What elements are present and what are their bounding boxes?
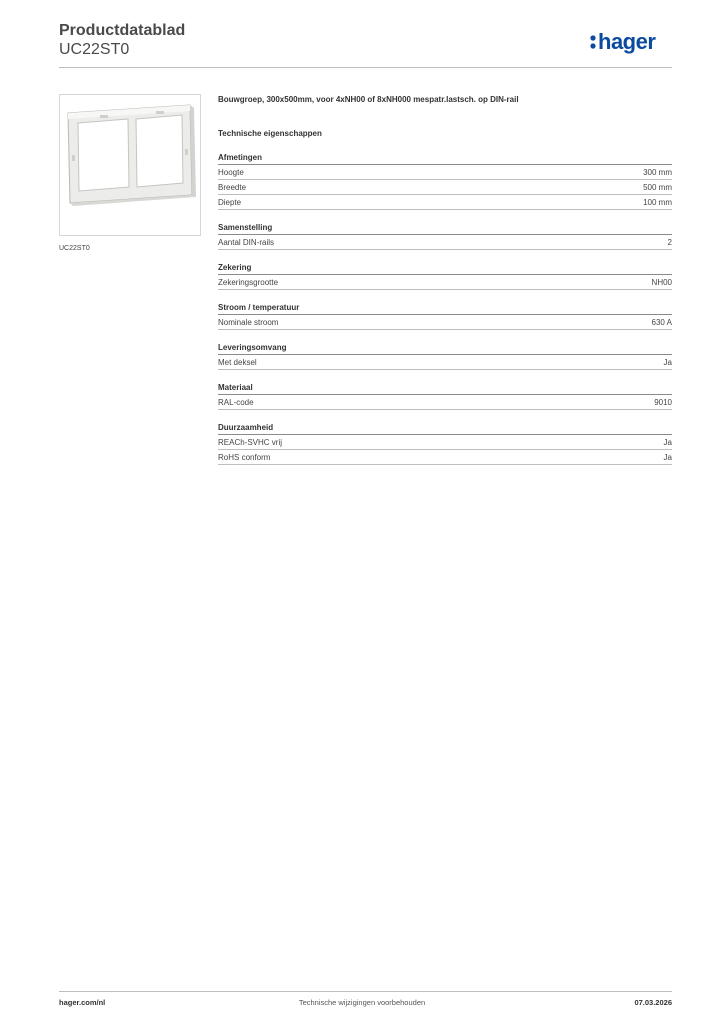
spec-value: Ja <box>663 358 672 367</box>
spec-section <box>218 262 672 290</box>
spec-value: 630 A <box>651 318 672 327</box>
spec-label: REACh-SVHC vrij <box>218 438 283 447</box>
footer-divider <box>59 991 672 992</box>
hager-logo-icon <box>590 28 676 56</box>
hager-logo <box>590 28 676 56</box>
spec-label: RoHS conform <box>218 453 271 462</box>
spec-row <box>218 165 672 180</box>
spec-label: Zekeringsgrootte <box>218 278 279 287</box>
spec-section <box>218 342 672 370</box>
logo-text: hager <box>598 29 656 54</box>
spec-label: Nominale stroom <box>218 318 279 327</box>
spec-section <box>218 382 672 410</box>
section-title: Samenstelling <box>218 222 672 235</box>
section-title: Zekering <box>218 262 672 275</box>
spec-section <box>218 222 672 250</box>
spec-value: 100 mm <box>643 198 672 207</box>
spec-row <box>218 315 672 330</box>
spec-row <box>218 355 672 370</box>
section-title: Afmetingen <box>218 152 672 165</box>
spec-value: 2 <box>667 238 672 247</box>
document-title: Productdatablad <box>59 22 186 39</box>
spec-row <box>218 395 672 410</box>
product-details <box>218 94 672 465</box>
spec-section <box>218 302 672 330</box>
product-description: Bouwgroep, 300x500mm, voor 4xNH00 of 8xNH000 mespatr.lastsch. op DIN-rail <box>218 95 519 104</box>
spec-row <box>218 180 672 195</box>
footer-notice: Technische wijzigingen voorbehouden <box>298 998 426 1007</box>
spec-label: Met deksel <box>218 358 257 367</box>
spec-row <box>218 195 672 210</box>
image-caption: UC22ST0 <box>59 245 90 252</box>
spec-value: 500 mm <box>643 183 672 192</box>
spec-label: Diepte <box>218 198 242 207</box>
spec-section <box>218 422 672 465</box>
section-title: Stroom / temperatuur <box>218 302 672 315</box>
spec-row <box>218 450 672 465</box>
spec-value: 300 mm <box>643 168 672 177</box>
spec-label: Breedte <box>218 183 247 192</box>
tech-heading: Technische eigenschappen <box>218 129 322 138</box>
spec-value: 9010 <box>654 398 672 407</box>
spec-value: NH00 <box>651 278 672 287</box>
spec-sections <box>218 152 672 465</box>
spec-value: Ja <box>663 438 672 447</box>
spec-label: Hoogte <box>218 168 244 177</box>
spec-row <box>218 235 672 250</box>
spec-value: Ja <box>663 453 672 462</box>
product-frame-image <box>60 95 200 235</box>
spec-label: Aantal DIN-rails <box>218 238 275 247</box>
spec-row <box>218 275 672 290</box>
header-divider <box>59 67 672 68</box>
spec-label: RAL-code <box>218 398 254 407</box>
footer-date: 07.03.2026 <box>634 998 672 1007</box>
section-title: Leveringsomvang <box>218 342 672 355</box>
section-title: Materiaal <box>218 382 672 395</box>
section-title: Duurzaamheid <box>218 422 672 435</box>
footer-website[interactable]: hager.com/nl <box>59 998 106 1007</box>
product-code: UC22ST0 <box>59 41 130 58</box>
product-image <box>59 94 201 236</box>
spec-section <box>218 152 672 210</box>
spec-row <box>218 435 672 450</box>
